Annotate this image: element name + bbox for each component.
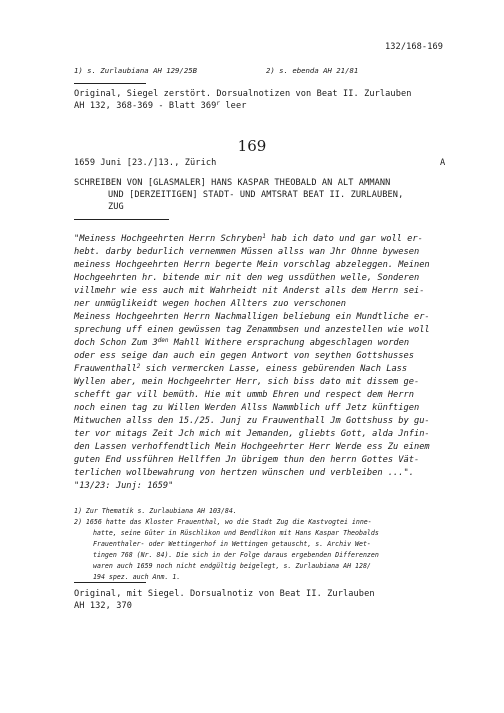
footnote-1: 1) Zur Thematik s. Zurlaubiana AH 103/84. bbox=[74, 507, 237, 515]
top-footnote-2: 2) s. ebenda AH 21/81 bbox=[266, 66, 359, 75]
page-reference: 132/168-169 bbox=[385, 42, 444, 52]
top-footnote-1: 1) s. Zurlaubiana AH 129/25B bbox=[74, 66, 198, 75]
body-line: doch Schon Zum $3^{den}$ Mahll Withere ersprachung abgeschlagen worden bbox=[74, 337, 410, 348]
heading-line-3: ZUG bbox=[108, 202, 124, 212]
body-line: noch einen tag zu Willen Werden Allss Nammblich uff Jetz künftigen bbox=[74, 403, 420, 413]
body-line: schefft gar vill bemüth. Hie mit ummb Ehren und respect dem Herrn bbox=[74, 390, 414, 400]
dateline: 1659 Juni [23./]13., Zürich bbox=[74, 158, 217, 168]
body-line: guten End ussführen Hellffen Jn übrigem thun den herrn Gottes Vät- bbox=[74, 455, 420, 465]
body-line: Hochgeehrten hr. bitende mir nit den weg ussdüthen welle, Sonderen bbox=[74, 273, 420, 283]
body-line: oder ess seige dan auch ein gegen Antwort von seythen Gottshusses bbox=[74, 351, 414, 361]
body-line: Frauwenthall$^2$ sich vermercken Lasse, einess gebürenden Nach Lass bbox=[74, 363, 408, 374]
footnote-2-line: 194 spez. auch Anm. 1. bbox=[93, 573, 181, 581]
dateline-letter: A bbox=[440, 158, 446, 168]
body-line: terlichen wollbewahrung von hertzen wünschen und verbleiben ...". bbox=[74, 468, 414, 478]
body-line: "13/23: Junj: 1659" bbox=[74, 481, 174, 491]
footnote-2-line: waren auch 1659 noch nicht endgültig beigelegt, s. Zurlaubiana AH 128/ bbox=[93, 562, 371, 570]
body-line: hebt. darby bedurlich vernemmen Müssen allss wan Jhr Ohnne bywesen bbox=[74, 247, 420, 257]
body-line: den Lassen verhoffendtlich Mein Hochgeehrter Herr Werde ess Zu einem bbox=[74, 442, 430, 452]
previous-source-line-2: AH 132, 368-369 - Blatt 369$^r$ leer bbox=[74, 100, 247, 111]
body-line: villmehr wie ess auch mit Wahrheidt nit Anderst alls dem Herrn sei- bbox=[74, 286, 425, 296]
heading-line-1: SCHREIBEN VON [GLASMALER] HANS KASPAR THEOBALD AN ALT AMMANN bbox=[74, 178, 391, 188]
body-line: Meiness Hochgeehrten Herrn Nachmalligen beliebung ein Mundtliche er- bbox=[74, 312, 430, 322]
footnote-2-line: 2) 1656 hatte das Kloster Frauenthal, wo die Stadt Zug die Kastvogtei inne- bbox=[74, 518, 372, 526]
body-line: Mitwuchen allss den 15./25. Junj zu Frauwenthall Jm Gottshuss by gu- bbox=[74, 416, 430, 426]
body-line: ter vor mitags Zeit Jch mich mit Jemanden, gliebts Gott, alda Jnfin- bbox=[74, 429, 430, 439]
body-line: "Meiness Hochgeehrten Herrn Schryben$^1$ hab ich dato und gar woll er- bbox=[74, 233, 423, 244]
body-line: ner unmüglikeidt wegen hochen Allters zuo verschonen bbox=[74, 299, 346, 309]
body-line: meiness Hochgeehrten Herrn begerte Mein vorschlag abzeleggen. Meinen bbox=[74, 260, 430, 270]
footnote-2-line: tingen 768 (Nr. 84). Die sich in der Folge daraus ergebenden Differenzen bbox=[93, 551, 379, 559]
separator-rule bbox=[74, 582, 146, 583]
footnote-2-line: Frauenthaler- oder Wettingerhof in Wettingen getauscht, s. Archiv Wet- bbox=[93, 540, 371, 548]
body-line: Wyllen aber, mein Hochgeehrter Herr, sich biss dato mit dissem ge- bbox=[74, 377, 420, 387]
heading-line-2: UND [DERZEITIGEN] STADT- UND AMTSRAT BEAT II. ZURLAUBEN, bbox=[108, 190, 404, 200]
body-line: sprechung uff einen gewüssen tag Zenammbsen und anzestellen wie woll bbox=[74, 325, 430, 335]
source-line-2: AH 132, 370 bbox=[74, 601, 133, 611]
separator-rule bbox=[74, 219, 169, 220]
separator-rule bbox=[74, 83, 146, 84]
source-line-1: Original, mit Siegel. Dorsualnotiz von Beat II. Zurlauben bbox=[74, 589, 375, 599]
document-number: 169 bbox=[237, 137, 267, 155]
footnote-2-line: hatte, seine Güter in Rüschlikon und Bendlikon mit Hans Kaspar Theobalds bbox=[93, 529, 379, 537]
previous-source-line-1: Original, Siegel zerstört. Dorsualnotizen von Beat II. Zurlauben bbox=[74, 89, 412, 99]
